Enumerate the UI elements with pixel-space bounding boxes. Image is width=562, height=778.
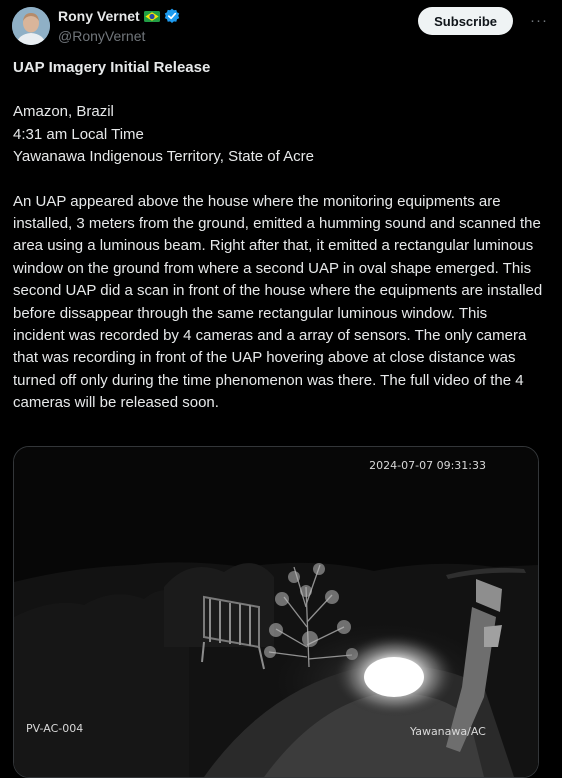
post-header	[12, 6, 548, 46]
post-text	[13, 57, 543, 415]
author-handle[interactable]: @RonyVernet	[58, 28, 146, 44]
author-name-row	[58, 8, 180, 24]
verified-badge-icon[interactable]	[164, 8, 180, 24]
location-line-time: 4:31 am Local Time	[13, 125, 144, 143]
location-line-place: Amazon, Brazil	[13, 103, 114, 121]
brazil-flag-icon	[144, 11, 160, 22]
post-media-image[interactable]	[13, 446, 539, 778]
post-title: UAP Imagery Initial Release	[13, 59, 211, 76]
camera-id-label: PV-AC-004	[26, 722, 84, 735]
camera-timestamp: 2024-07-07 09:31:33	[369, 459, 486, 472]
subscribe-button[interactable]: Subscribe	[418, 7, 513, 35]
author-name[interactable]: Rony Vernet	[58, 8, 140, 24]
location-line-territory: Yawanawa Indigenous Territory, State of Acre	[13, 148, 315, 166]
more-options-icon[interactable]: ···	[530, 12, 548, 29]
post-body: An UAP appeared above the house where the monitoring equipments are installed, 3 meters from the ground, emitted a humming sound and scanned the area using a luminous beam. Right after that, it emitted a rectangular luminous window on the ground from where a second UAP in oval shape emerged. This second UAP did a scan in front of the house where the equipments are installed before dissappear through the same rectangular luminous window. This incident was recorded by 4 cameras and a array of sensors. The only camera that was recording in front of the UAP hovering above at close distance was turned off only during the time phenomenon was there. The full video of the 4 cameras will be released soon.	[13, 192, 543, 412]
avatar[interactable]	[12, 7, 50, 45]
camera-location-label: Yawanawa/AC	[410, 725, 486, 738]
